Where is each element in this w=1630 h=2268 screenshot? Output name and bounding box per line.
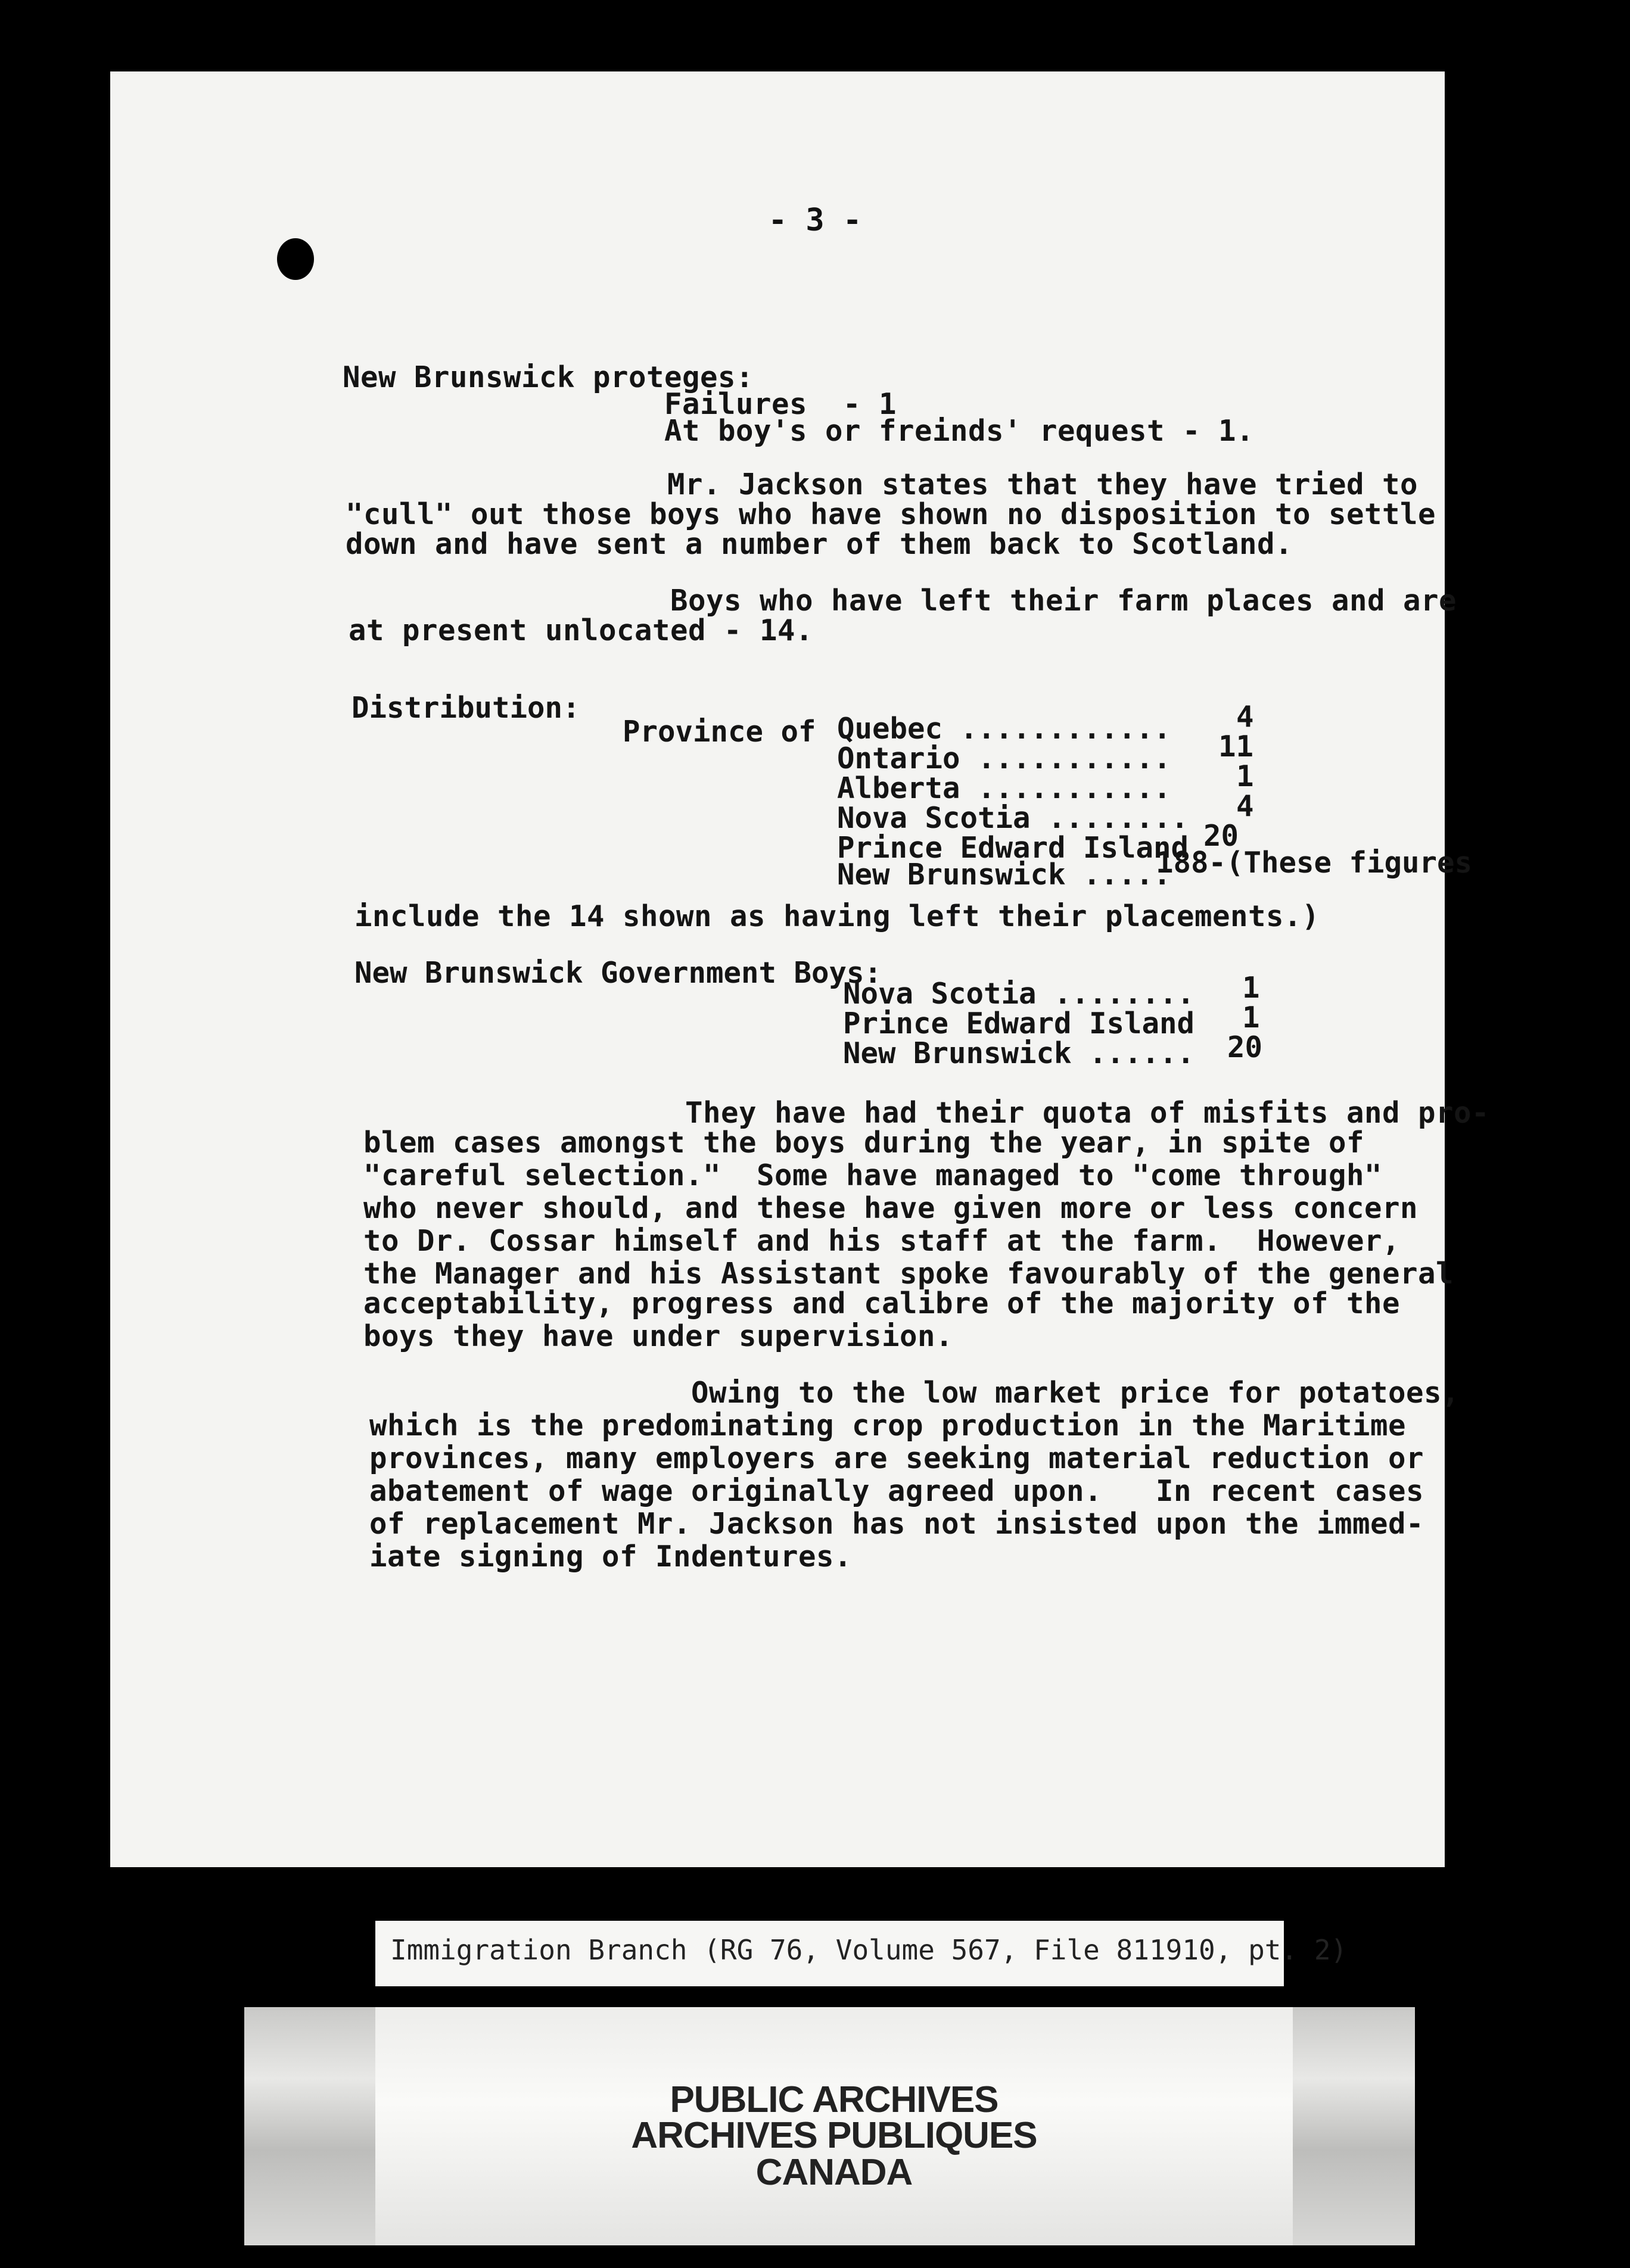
text-line: "careful selection." Some have managed to "come through" <box>363 1158 1383 1192</box>
text-line: blem cases amongst the boys during the year, in spite of <box>363 1126 1365 1160</box>
government-province: New Brunswick ...... <box>843 1036 1195 1070</box>
text-line: Owing to the low market price for potatoes, <box>369 1376 1460 1410</box>
text-line: who never should, and these have given more or less concern <box>363 1191 1419 1225</box>
government-count: 20 <box>1227 1030 1263 1064</box>
text-line: Failures - 1 <box>343 387 897 421</box>
stamp-line: PUBLIC ARCHIVES <box>670 2079 998 2120</box>
distribution-count: 20 <box>1203 819 1239 853</box>
distribution-prefix: Province of <box>623 715 816 749</box>
text-line: At boy's or freinds' request - 1. <box>343 414 1255 448</box>
text-line: down and have sent a number of them back to Scotland. <box>346 527 1293 561</box>
distribution-count: 4 <box>1236 789 1254 823</box>
government-count: 1 <box>1242 971 1260 1005</box>
text-line: acceptability, progress and calibre of the majority of the <box>363 1286 1401 1320</box>
text-line: "cull" out those boys who have shown no disposition to settle <box>346 497 1436 531</box>
distribution-province: Alberta ........... <box>837 771 1171 805</box>
government-province: Nova Scotia ........ <box>843 977 1195 1011</box>
distribution-count: 4 <box>1236 700 1254 734</box>
distribution-province: Quebec ............ <box>837 712 1171 746</box>
text-line: Boys who have left their farm places and are <box>349 584 1457 618</box>
text-line: of replacement Mr. Jackson has not insisted upon the immed- <box>369 1507 1424 1541</box>
distribution-count: 1 <box>1236 759 1254 793</box>
text-line: Mr. Jackson states that they have tried to <box>346 468 1419 501</box>
text-line: iate signing of Indentures. <box>369 1540 853 1574</box>
distribution-province: Ontario ........... <box>837 742 1171 775</box>
text-line: New Brunswick proteges: <box>343 360 754 394</box>
government-label: New Brunswick Government Boys: <box>354 956 882 990</box>
stamp-line: ARCHIVES PUBLIQUES <box>631 2115 1037 2156</box>
distribution-province: New Brunswick ..... <box>837 858 1171 892</box>
text-line: include the 14 shown as having left their placements.) <box>354 899 1320 933</box>
punch-hole <box>277 238 314 280</box>
government-province: Prince Edward Island <box>843 1007 1195 1040</box>
distribution-count: 188-(These figures <box>1156 846 1473 880</box>
stamp-line: CANADA <box>755 2152 913 2193</box>
text-line: the Manager and his Assistant spoke favourably of the general <box>363 1257 1454 1291</box>
distribution-province: Prince Edward Island <box>837 831 1189 865</box>
text-line: provinces, many employers are seeking material reduction or <box>369 1441 1424 1475</box>
distribution-count: 11 <box>1218 730 1254 764</box>
archive-label-card <box>375 1921 1348 1986</box>
government-count: 1 <box>1242 1001 1260 1035</box>
distribution-label: Distribution: <box>351 691 580 725</box>
archive-label: Immigration Branch (RG 76, Volume 567, File 811910, pt. 2) <box>390 1934 1348 1966</box>
text-line: at present unlocated - 14. <box>349 613 814 647</box>
text-line: to Dr. Cossar himself and his staff at the farm. However, <box>363 1224 1401 1258</box>
page-number: - 3 - <box>768 202 862 238</box>
text-line: abatement of wage originally agreed upon. In recent cases <box>369 1474 1424 1508</box>
text-line: boys they have under supervision. <box>363 1319 954 1353</box>
distribution-province: Nova Scotia ........ <box>837 801 1189 835</box>
text-line: They have had their quota of misfits and pro- <box>363 1096 1490 1130</box>
text-line: which is the predominating crop production in the Maritime <box>369 1409 1407 1443</box>
